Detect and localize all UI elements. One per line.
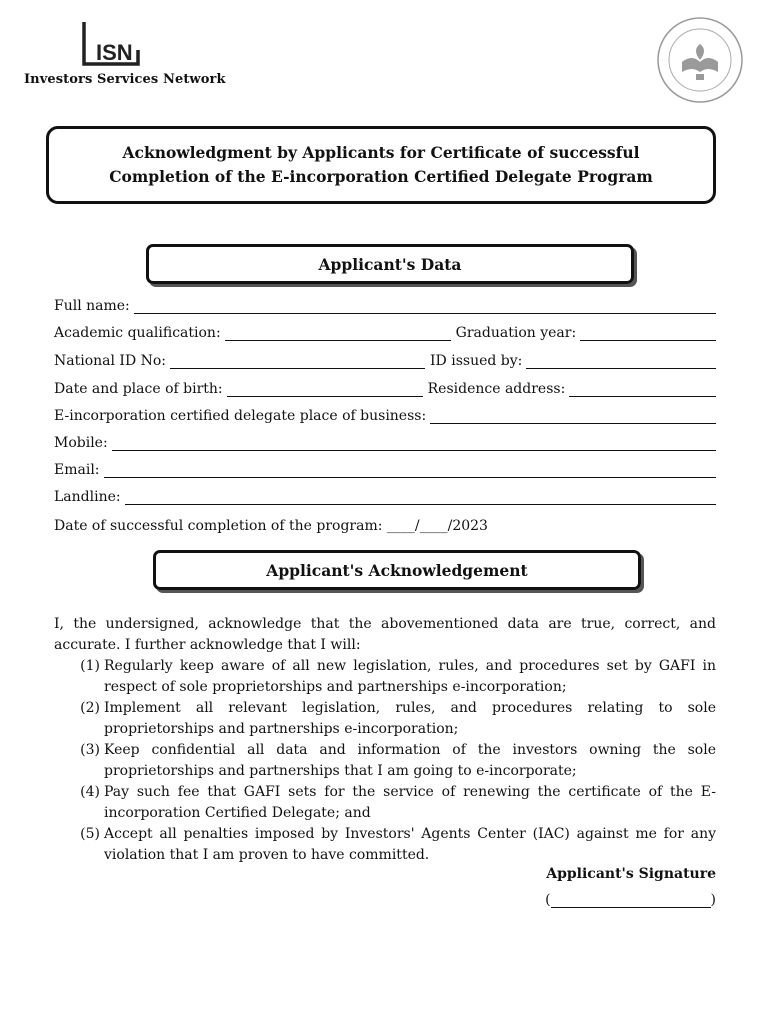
isn-logo: [24, 18, 244, 90]
signature-input-line[interactable]: [551, 893, 711, 908]
acknowledgement-intro: I, the undersigned, acknowledge that the abovementioned data are true, correct, and accurate. I further acknowledge that I will:: [54, 616, 716, 653]
full-name-input-line[interactable]: [134, 299, 716, 314]
list-item-text: Pay such fee that GAFI sets for the service of renewing the certificate of the E-incorporation Certified Delegate; and: [104, 784, 716, 821]
residence-address-label: Residence address:: [427, 381, 566, 397]
academic-qualification-label: Academic qualification:: [54, 325, 221, 341]
list-item-text: Implement all relevant legislation, rules, and procedures relating to sole proprietorships and partnerships e-incorporation;: [104, 700, 716, 737]
academic-qualification-input-line[interactable]: [225, 326, 451, 341]
logo-text: ISN: [96, 40, 133, 65]
list-item: [54, 740, 716, 782]
list-item-number: (2): [80, 700, 100, 716]
email-label: Email:: [54, 462, 100, 478]
acknowledgement-list: [54, 656, 716, 866]
email-field: [54, 456, 716, 478]
place-of-business-label: E-incorporation certified delegate place of business:: [54, 408, 427, 424]
list-item: [54, 698, 716, 740]
title-line-1: Acknowledgment by Applicants for Certificate of successful: [122, 143, 640, 162]
mobile-field: [54, 429, 716, 451]
landline-field: [54, 483, 716, 505]
list-item-number: (4): [80, 784, 100, 800]
list-item-text: Accept all penalties imposed by Investors' Agents Center (IAC) against me for any violation that I am proven to have committed.: [104, 826, 716, 863]
id-issued-by-label: ID issued by:: [430, 353, 523, 369]
title-line-2: Completion of the E-incorporation Certified Delegate Program: [109, 167, 653, 186]
place-of-business-input-line[interactable]: [430, 409, 716, 424]
residence-address-input-line[interactable]: [569, 382, 716, 397]
mobile-label: Mobile:: [54, 435, 108, 451]
signature-label: Applicant's Signature: [546, 866, 716, 882]
completion-date-field: [54, 512, 716, 534]
logo-caption: Investors Services Network: [24, 72, 226, 87]
acknowledgement-heading: Applicant's Acknowledgement: [153, 550, 641, 590]
completion-date-label[interactable]: Date of successful completion of the program: ____/____/2023: [54, 518, 488, 534]
list-item-number: (1): [80, 658, 100, 674]
applicant-data-heading: Applicant's Data: [146, 244, 634, 284]
graduation-year-input-line[interactable]: [580, 326, 716, 341]
signature-open-paren: (: [545, 892, 551, 908]
gafi-seal: [656, 16, 744, 104]
birth-field: [54, 375, 716, 397]
academic-field: [54, 319, 716, 341]
document-title: [46, 126, 716, 204]
email-input-line[interactable]: [104, 463, 716, 478]
national-id-field: [54, 347, 716, 369]
list-item-number: (5): [80, 826, 100, 842]
date-place-birth-input-line[interactable]: [227, 382, 423, 397]
list-item-text: Keep confidential all data and information of the investors owning the sole proprietorships and partnerships that I am going to e-incorporate;: [104, 742, 716, 779]
mobile-input-line[interactable]: [112, 436, 716, 451]
signature-close-paren: ): [710, 892, 716, 908]
list-item: [54, 824, 716, 866]
isn-logo-mark: [82, 20, 140, 66]
landline-label: Landline:: [54, 489, 121, 505]
national-id-label: National ID No:: [54, 353, 167, 369]
full-name-field: [54, 292, 716, 314]
signature-field[interactable]: [545, 892, 716, 908]
full-name-label: Full name:: [54, 298, 130, 314]
list-item: [54, 782, 716, 824]
id-issued-by-input-line[interactable]: [526, 354, 716, 369]
place-of-business-field: [54, 402, 716, 424]
graduation-year-label: Graduation year:: [455, 325, 577, 341]
date-place-birth-label: Date and place of birth:: [54, 381, 223, 397]
list-item: [54, 656, 716, 698]
list-item-text: Regularly keep aware of all new legislation, rules, and procedures set by GAFI in respect of sole proprietorships and partnerships e-incorporation;: [104, 658, 716, 695]
national-id-input-line[interactable]: [170, 354, 425, 369]
list-item-number: (3): [80, 742, 100, 758]
landline-input-line[interactable]: [125, 490, 716, 505]
